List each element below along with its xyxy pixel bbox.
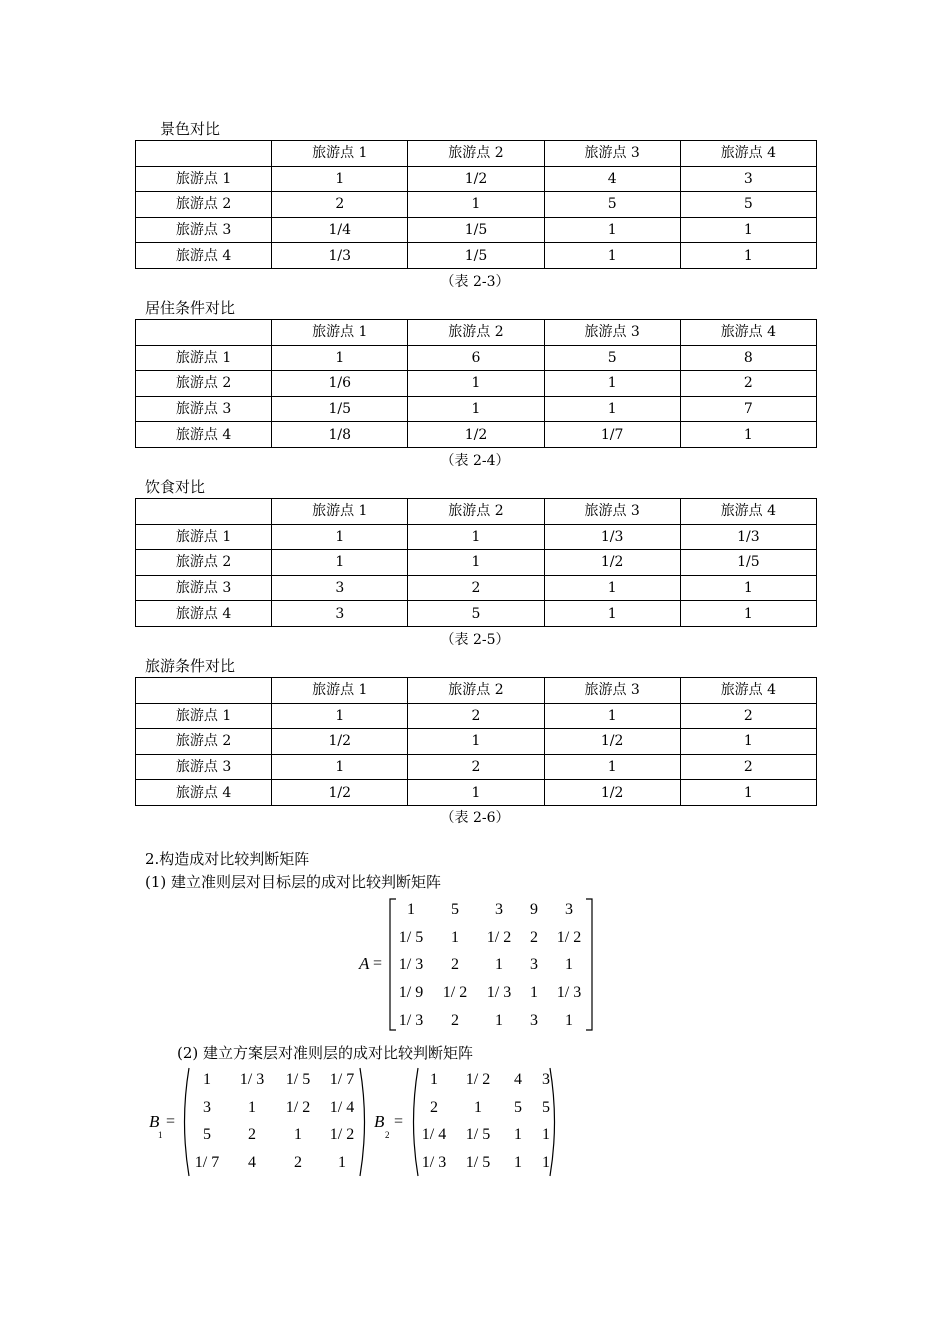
header-cell: 旅游点 3 xyxy=(544,678,680,704)
matrix-entry: 3 xyxy=(565,901,573,919)
matrix-entry: 1/ 3 xyxy=(486,984,512,1002)
table-cell: 5 xyxy=(680,192,816,218)
matrix-entry: 3 xyxy=(530,956,538,974)
table-cell: 2 xyxy=(680,754,816,780)
row-label-cell: 旅游点 2 xyxy=(136,371,272,397)
header-cell: 旅游点 4 xyxy=(680,141,816,167)
matrix-entry: 5 xyxy=(451,901,459,919)
equals-sign: = xyxy=(394,1113,404,1130)
matrix-row xyxy=(392,1006,588,1034)
matrix-entry: 4 xyxy=(248,1154,256,1172)
matrix-row xyxy=(414,1094,558,1122)
matrix-entry: 2 xyxy=(451,1011,459,1029)
matrix-entry: 1 xyxy=(565,1011,573,1029)
matrix-entry: 1 xyxy=(565,956,573,974)
header-cell: 旅游点 3 xyxy=(544,499,680,525)
table-cell: 1 xyxy=(272,345,408,371)
matrix-entry: 1/ 3 xyxy=(556,984,582,1002)
table-title-food: 饮食对比 xyxy=(145,478,206,496)
matrix-row xyxy=(186,1149,364,1177)
matrix-entry: 1/ 5 xyxy=(285,1071,311,1089)
matrix-entry: 1 xyxy=(542,1126,550,1144)
table-cell: 1 xyxy=(544,575,680,601)
table-cell: 1/2 xyxy=(544,780,680,806)
table-row xyxy=(136,217,817,243)
matrix-entry: 1/ 7 xyxy=(194,1154,220,1172)
table-row xyxy=(136,422,817,448)
matrix-entry: 1 xyxy=(248,1098,256,1116)
row-label-cell: 旅游点 1 xyxy=(136,345,272,371)
matrix-row xyxy=(392,979,588,1007)
matrix-entry: 1 xyxy=(514,1126,522,1144)
table-cell: 2 xyxy=(680,703,816,729)
matrix-row xyxy=(414,1066,558,1094)
header-cell: 旅游点 1 xyxy=(272,141,408,167)
table-cell: 1 xyxy=(544,371,680,397)
row-label-cell: 旅游点 2 xyxy=(136,192,272,218)
table-row xyxy=(136,371,817,397)
matrix-entry: 2 xyxy=(530,928,538,946)
table-title-scenery: 景色对比 xyxy=(160,120,221,138)
matrix-b1-subscript: 1 xyxy=(158,1130,163,1140)
matrix-b1 xyxy=(186,1066,364,1176)
table-cell: 1/2 xyxy=(408,422,544,448)
comparison-table-accommodation xyxy=(135,319,817,448)
table-cell: 2 xyxy=(680,371,816,397)
table-cell: 1 xyxy=(408,550,544,576)
table-row xyxy=(136,243,817,269)
table-cell: 3 xyxy=(680,166,816,192)
table-cell: 1 xyxy=(272,524,408,550)
header-cell: 旅游点 2 xyxy=(408,678,544,704)
table-row xyxy=(136,524,817,550)
matrix-entry: 1/ 5 xyxy=(465,1154,491,1172)
table-cell: 1/5 xyxy=(408,217,544,243)
matrix-entry: 1/ 5 xyxy=(465,1126,491,1144)
matrix-entry: 1/ 2 xyxy=(329,1126,355,1144)
table-cell: 8 xyxy=(680,345,816,371)
table-cell: 1 xyxy=(272,166,408,192)
matrix-b1-label: B xyxy=(149,1112,160,1131)
table-cell: 1 xyxy=(544,243,680,269)
step-2-text: (2) 建立方案层对准则层的成对比较判断矩阵 xyxy=(177,1044,474,1062)
matrix-a xyxy=(392,896,588,1034)
matrix-entry: 1/ 5 xyxy=(398,928,424,946)
comparison-table-travel xyxy=(135,677,817,806)
table-cell: 5 xyxy=(544,345,680,371)
matrix-entry: 1 xyxy=(542,1154,550,1172)
matrix-entry: 2 xyxy=(294,1154,302,1172)
header-cell: 旅游点 2 xyxy=(408,141,544,167)
row-label-cell: 旅游点 1 xyxy=(136,166,272,192)
table-cell: 1 xyxy=(408,729,544,755)
table-cell: 1 xyxy=(544,754,680,780)
step-1-text: (1) 建立准则层对目标层的成对比较判断矩阵 xyxy=(145,873,442,891)
table-cell: 1/7 xyxy=(544,422,680,448)
matrix-a-label: A xyxy=(359,954,370,973)
table-row xyxy=(136,729,817,755)
table-caption: （表 2-3） xyxy=(440,274,510,290)
table-row xyxy=(136,166,817,192)
table-header-row xyxy=(136,499,817,525)
table-cell: 5 xyxy=(544,192,680,218)
matrix-row xyxy=(186,1066,364,1094)
table-cell: 1 xyxy=(680,422,816,448)
comparison-table-food xyxy=(135,498,817,627)
table-cell: 1 xyxy=(544,703,680,729)
table-cell: 1/5 xyxy=(680,550,816,576)
matrix-row xyxy=(392,951,588,979)
table-cell: 5 xyxy=(408,601,544,627)
table-cell: 2 xyxy=(408,575,544,601)
matrix-entry: 1 xyxy=(407,901,415,919)
table-cell: 1 xyxy=(272,703,408,729)
header-cell: 旅游点 4 xyxy=(680,499,816,525)
matrix-entry: 5 xyxy=(542,1098,550,1116)
table-cell: 1/2 xyxy=(544,729,680,755)
table-cell: 1 xyxy=(272,754,408,780)
table-cell: 1 xyxy=(680,601,816,627)
matrix-entry: 3 xyxy=(542,1071,550,1089)
matrix-row xyxy=(414,1121,558,1149)
row-label-cell: 旅游点 3 xyxy=(136,754,272,780)
header-cell xyxy=(136,678,272,704)
header-cell xyxy=(136,141,272,167)
matrix-entry: 1/ 2 xyxy=(285,1098,311,1116)
header-cell: 旅游点 1 xyxy=(272,499,408,525)
matrix-entry: 3 xyxy=(495,901,503,919)
table-cell: 1/5 xyxy=(408,243,544,269)
row-label-cell: 旅游点 2 xyxy=(136,729,272,755)
header-cell: 旅游点 2 xyxy=(408,320,544,346)
table-title-travel: 旅游条件对比 xyxy=(145,657,236,675)
table-cell: 2 xyxy=(408,703,544,729)
table-cell: 1/2 xyxy=(544,550,680,576)
header-cell xyxy=(136,320,272,346)
table-cell: 1 xyxy=(680,729,816,755)
table-row xyxy=(136,575,817,601)
table-cell: 1 xyxy=(680,217,816,243)
matrix-entry: 2 xyxy=(430,1098,438,1116)
header-cell: 旅游点 2 xyxy=(408,499,544,525)
matrix-entry: 1 xyxy=(514,1154,522,1172)
matrix-entry: 1 xyxy=(530,984,538,1002)
table-cell: 3 xyxy=(272,601,408,627)
table-cell: 1 xyxy=(272,550,408,576)
table-row xyxy=(136,780,817,806)
row-label-cell: 旅游点 4 xyxy=(136,601,272,627)
row-label-cell: 旅游点 3 xyxy=(136,217,272,243)
matrix-entry: 1/ 2 xyxy=(465,1071,491,1089)
matrix-entry: 1 xyxy=(474,1098,482,1116)
table-cell: 4 xyxy=(544,166,680,192)
table-cell: 1/3 xyxy=(544,524,680,550)
table-cell: 2 xyxy=(272,192,408,218)
matrix-row xyxy=(392,896,588,924)
matrix-entry: 1/ 3 xyxy=(398,1011,424,1029)
table-row xyxy=(136,703,817,729)
matrix-entry: 1/ 2 xyxy=(442,984,468,1002)
table-cell: 3 xyxy=(272,575,408,601)
table-caption: （表 2-4） xyxy=(440,453,510,469)
table-row xyxy=(136,192,817,218)
header-cell: 旅游点 1 xyxy=(272,678,408,704)
matrix-entry: 1 xyxy=(451,928,459,946)
matrix-entry: 1/ 4 xyxy=(421,1126,447,1144)
matrix-entry: 4 xyxy=(514,1071,522,1089)
comparison-table-scenery xyxy=(135,140,817,269)
table-cell: 1/3 xyxy=(272,243,408,269)
header-cell: 旅游点 4 xyxy=(680,678,816,704)
matrix-row xyxy=(186,1094,364,1122)
matrix-entry: 2 xyxy=(451,956,459,974)
matrix-entry: 1/ 2 xyxy=(556,928,582,946)
matrix-entry: 1/ 3 xyxy=(398,956,424,974)
matrix-entry: 9 xyxy=(530,901,538,919)
table-caption: （表 2-5） xyxy=(440,632,510,648)
table-row xyxy=(136,754,817,780)
table-cell: 1 xyxy=(680,243,816,269)
table-cell: 1 xyxy=(544,217,680,243)
table-cell: 1/5 xyxy=(272,396,408,422)
matrix-entry: 5 xyxy=(514,1098,522,1116)
row-label-cell: 旅游点 3 xyxy=(136,575,272,601)
table-cell: 1 xyxy=(544,396,680,422)
matrix-entry: 3 xyxy=(530,1011,538,1029)
matrix-entry: 1 xyxy=(203,1071,211,1089)
table-cell: 1/6 xyxy=(272,371,408,397)
table-header-row xyxy=(136,141,817,167)
table-cell: 1 xyxy=(680,575,816,601)
header-cell: 旅游点 1 xyxy=(272,320,408,346)
table-header-row xyxy=(136,320,817,346)
table-cell: 1 xyxy=(408,371,544,397)
table-cell: 1 xyxy=(408,524,544,550)
row-label-cell: 旅游点 4 xyxy=(136,422,272,448)
table-cell: 1/2 xyxy=(408,166,544,192)
table-cell: 7 xyxy=(680,396,816,422)
table-cell: 1/2 xyxy=(272,780,408,806)
row-label-cell: 旅游点 4 xyxy=(136,243,272,269)
matrix-row xyxy=(186,1121,364,1149)
matrix-entry: 1/ 3 xyxy=(239,1071,265,1089)
table-row xyxy=(136,345,817,371)
row-label-cell: 旅游点 2 xyxy=(136,550,272,576)
table-cell: 1/8 xyxy=(272,422,408,448)
equals-sign: = xyxy=(166,1113,176,1130)
row-label-cell: 旅游点 3 xyxy=(136,396,272,422)
table-header-row xyxy=(136,678,817,704)
table-cell: 1 xyxy=(408,780,544,806)
table-cell: 2 xyxy=(408,754,544,780)
row-label-cell: 旅游点 1 xyxy=(136,524,272,550)
row-label-cell: 旅游点 4 xyxy=(136,780,272,806)
matrix-entry: 1 xyxy=(294,1126,302,1144)
row-label-cell: 旅游点 1 xyxy=(136,703,272,729)
matrix-entry: 1/ 3 xyxy=(421,1154,447,1172)
matrix-b2-label: B xyxy=(374,1112,385,1131)
table-cell: 1 xyxy=(408,396,544,422)
header-cell: 旅游点 4 xyxy=(680,320,816,346)
matrix-row xyxy=(414,1149,558,1177)
header-cell xyxy=(136,499,272,525)
table-cell: 1 xyxy=(544,601,680,627)
header-cell: 旅游点 3 xyxy=(544,320,680,346)
table-cell: 1 xyxy=(680,780,816,806)
table-caption: （表 2-6） xyxy=(440,810,510,826)
matrix-entry: 1 xyxy=(338,1154,346,1172)
matrix-entry: 1 xyxy=(495,956,503,974)
table-cell: 1/4 xyxy=(272,217,408,243)
table-title-accommodation: 居住条件对比 xyxy=(145,299,236,317)
section-heading: 2.构造成对比较判断矩阵 xyxy=(145,850,310,868)
matrix-entry: 1/ 4 xyxy=(329,1098,355,1116)
matrix-entry: 5 xyxy=(203,1126,211,1144)
table-row xyxy=(136,601,817,627)
table-row xyxy=(136,550,817,576)
matrix-entry: 1/ 7 xyxy=(329,1071,355,1089)
matrix-row xyxy=(392,924,588,952)
equals-sign: = xyxy=(373,955,383,972)
matrix-entry: 1 xyxy=(430,1071,438,1089)
table-row xyxy=(136,396,817,422)
header-cell: 旅游点 3 xyxy=(544,141,680,167)
matrix-entry: 2 xyxy=(248,1126,256,1144)
matrix-b2-subscript: 2 xyxy=(385,1130,390,1140)
table-cell: 6 xyxy=(408,345,544,371)
matrix-entry: 1/ 2 xyxy=(486,928,512,946)
table-cell: 1/2 xyxy=(272,729,408,755)
table-cell: 1/3 xyxy=(680,524,816,550)
matrix-b2 xyxy=(414,1066,558,1176)
matrix-entry: 3 xyxy=(203,1098,211,1116)
matrix-entry: 1/ 9 xyxy=(398,984,424,1002)
table-cell: 1 xyxy=(408,192,544,218)
matrix-entry: 1 xyxy=(495,1011,503,1029)
